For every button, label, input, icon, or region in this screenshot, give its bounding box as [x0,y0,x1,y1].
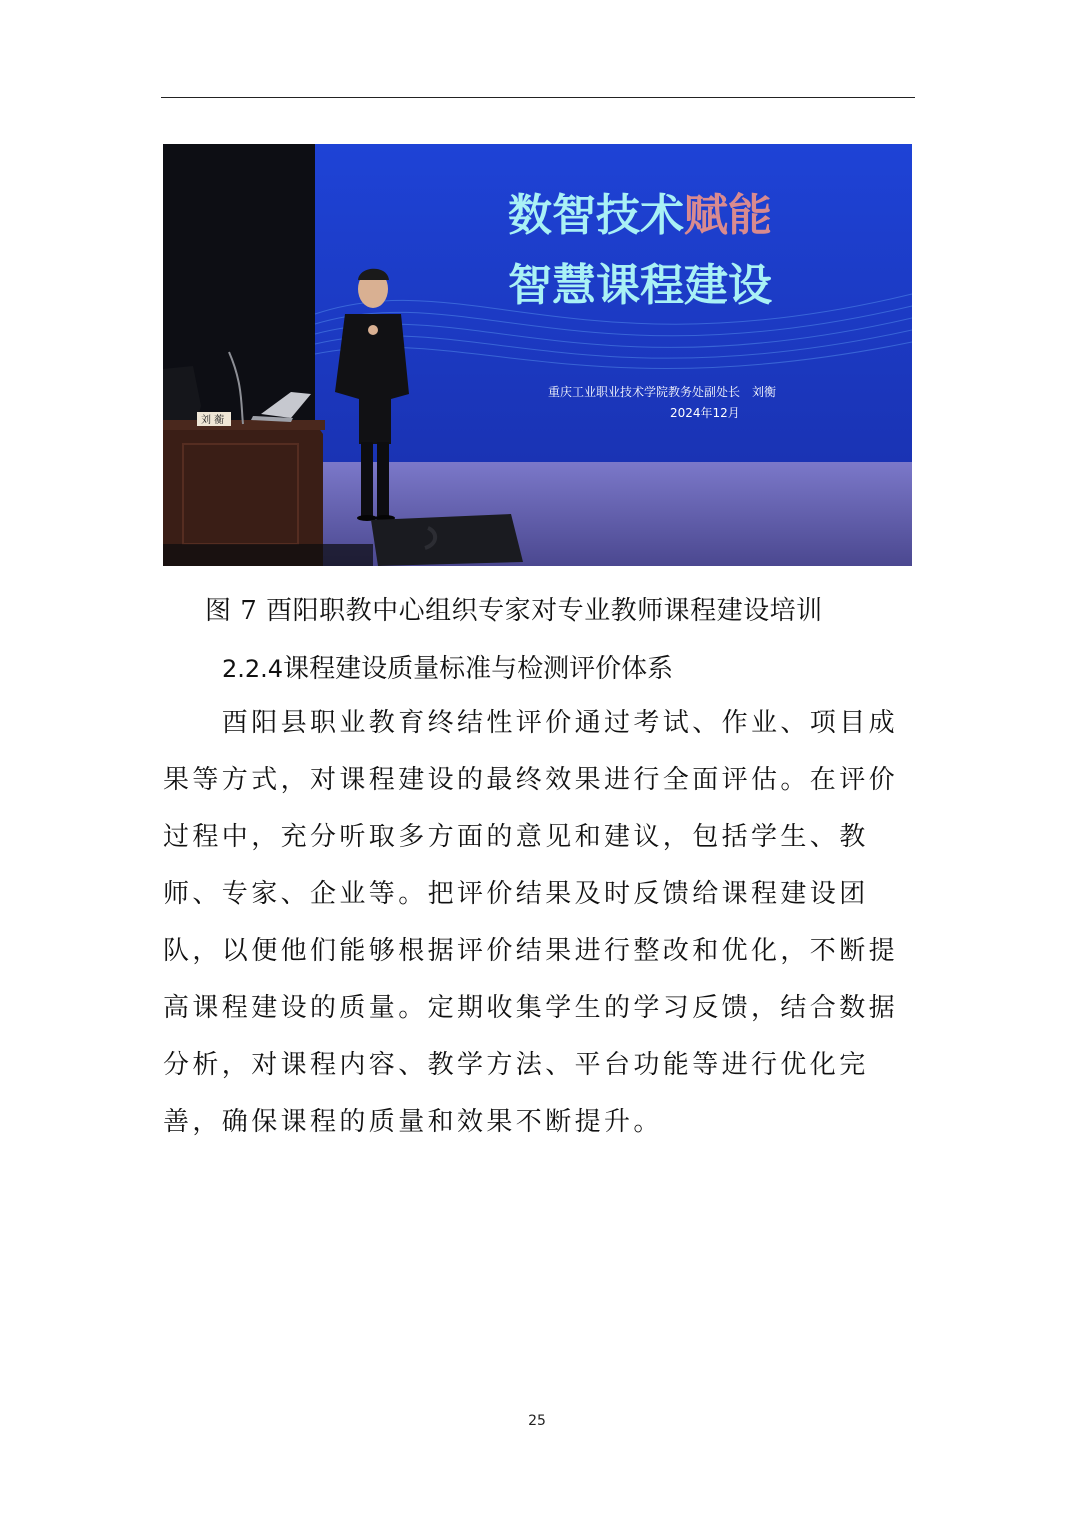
screen-title-line2: 智慧课程建设 [508,260,772,311]
figure-caption: 图 7 酉阳职教中心组织专家对专业教师课程建设培训 [205,596,823,626]
section-heading [222,648,673,685]
page-number: 25 [528,1413,546,1429]
section-number: 2.2.4 [222,655,284,683]
screen-title-line1: 数智技术赋能 [508,190,772,241]
nameplate: 刘 蘅 [201,415,225,426]
section-title: 课程建设质量标准与检测评价体系 [283,654,674,684]
paragraph-line: 分析，对课程内容、教学方法、平台功能等进行优化完 [163,1050,869,1080]
paragraph-line: 酉阳县职业教育终结性评价通过考试、作业、项目成 [163,708,899,738]
body-paragraph [163,702,903,1158]
paragraph-line: 队，以便他们能够根据评价结果进行整改和优化，不断提 [163,936,899,966]
header-rule [161,97,915,98]
paragraph-line: 果等方式，对课程建设的最终效果进行全面评估。在评价 [163,765,899,795]
paragraph-line: 善，确保课程的质量和效果不断提升。 [163,1107,663,1137]
lecture-photo [163,144,912,566]
paragraph-line: 过程中，充分听取多方面的意见和建议，包括学生、教 [163,822,869,852]
screen-presenter: 重庆工业职业技术学院教务处副处长 刘衡 [548,385,777,399]
screen-date: 2024年12月 [670,406,740,420]
paragraph-line: 师、专家、企业等。把评价结果及时反馈给课程建设团 [163,879,869,909]
paragraph-line: 高课程建设的质量。定期收集学生的学习反馈，结合数据 [163,993,899,1023]
